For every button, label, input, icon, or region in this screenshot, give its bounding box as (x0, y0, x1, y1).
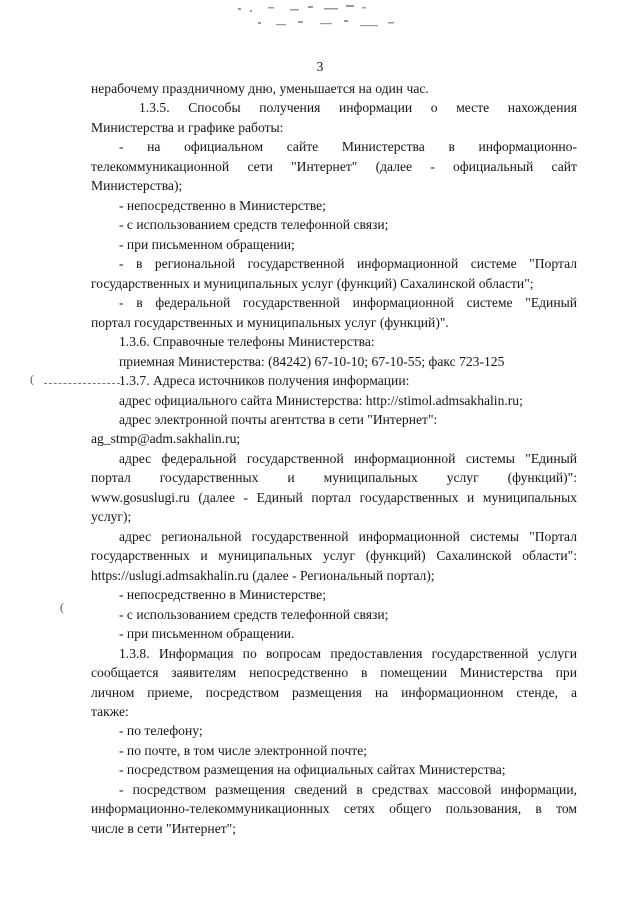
margin-bracket-mark: ( (30, 372, 34, 386)
text-line: - на официальном сайте Министерства в информационно- (119, 139, 577, 155)
text-line: - по почте, в том числе электронной почте; (119, 742, 368, 758)
text-line: сообщается заявителям непосредственно в помещении Министерства при (91, 665, 577, 681)
text-line: Министерства и графике работы: (91, 119, 284, 135)
text-line: - при письменном обращении; (119, 236, 295, 252)
text-line: телекоммуникационной сети "Интернет" (далее - официальный сайт (91, 158, 577, 174)
text-line: приемная Министерства: (84242) 67-10-10; 67-10-55; факс 723-125 (119, 353, 505, 369)
margin-tick-mark: ( (60, 600, 64, 614)
text-line: - при письменном обращении. (119, 626, 295, 642)
text-line: 1.3.8. Информация по вопросам предоставления государственной услуги (119, 645, 577, 661)
text-line: 1.3.6. Справочные телефоны Министерства: (119, 334, 375, 350)
text-line: - с использованием средств телефонной связи; (119, 217, 389, 233)
document-body (91, 79, 577, 838)
text-line: адрес федеральной государственной информационной системы "Единый (119, 450, 577, 466)
text-line: нерабочему праздничному дню, уменьшается на один час. (91, 81, 429, 96)
text-line: - посредством размещения сведений в средствах массовой информации, (119, 781, 577, 797)
page-number: 3 (316, 59, 324, 74)
text-line: государственных и муниципальных услуг (функций) Сахалинской области"; (91, 275, 534, 291)
text-line: портал государственных и муниципальных услуг (функций)": (91, 470, 577, 486)
text-line: портал государственных и муниципальных услуг (функций)". (91, 314, 449, 330)
text-line: адрес официального сайта Министерства: http://stimol.admsakhalin.ru; (119, 392, 523, 408)
text-line: - непосредственно в Министерстве; (119, 587, 326, 603)
text-line: также: (91, 704, 129, 719)
text-line: личном приеме, посредством размещения на информационном стенде, а (91, 684, 577, 700)
text-line: 1.3.7. Адреса источников получения информации: (119, 373, 410, 389)
text-line: адрес электронной почты агентства в сети "Интернет": (119, 411, 438, 427)
text-line: адрес региональной государственной информационной системы "Портал (119, 528, 577, 544)
text-line: - в региональной государственной информационной системе "Портал (119, 256, 577, 272)
text-line: услуг); (91, 509, 132, 525)
text-line: - по телефону; (119, 723, 203, 739)
text-line: - в федеральной государственной информационной системе "Единый (119, 295, 577, 311)
text-line: государственных и муниципальных услуг (функций) Сахалинской области": (91, 548, 577, 564)
text-line: числе в сети "Интернет"; (91, 820, 237, 836)
text-line: - с использованием средств телефонной связи; (119, 606, 389, 622)
text-line: 1.3.5. Способы получения информации о месте нахождения (139, 100, 577, 116)
text-line: Министерства); (91, 178, 183, 194)
text-line: - непосредственно в Министерстве; (119, 197, 326, 213)
text-line: ag_stmp@adm.sakhalin.ru; (91, 431, 241, 447)
text-line: https://uslugi.admsakhalin.ru (далее - Региональный портал); (91, 567, 435, 583)
text-line: информационно-телекоммуникационных сетях общего пользования, в том (91, 801, 577, 817)
text-line: - посредством размещения на официальных сайтах Министерства; (119, 762, 506, 778)
text-line: www.gosuslugi.ru (далее - Единый портал государственных и муниципальных (91, 489, 577, 505)
faded-scan-header-marks (228, 0, 418, 34)
